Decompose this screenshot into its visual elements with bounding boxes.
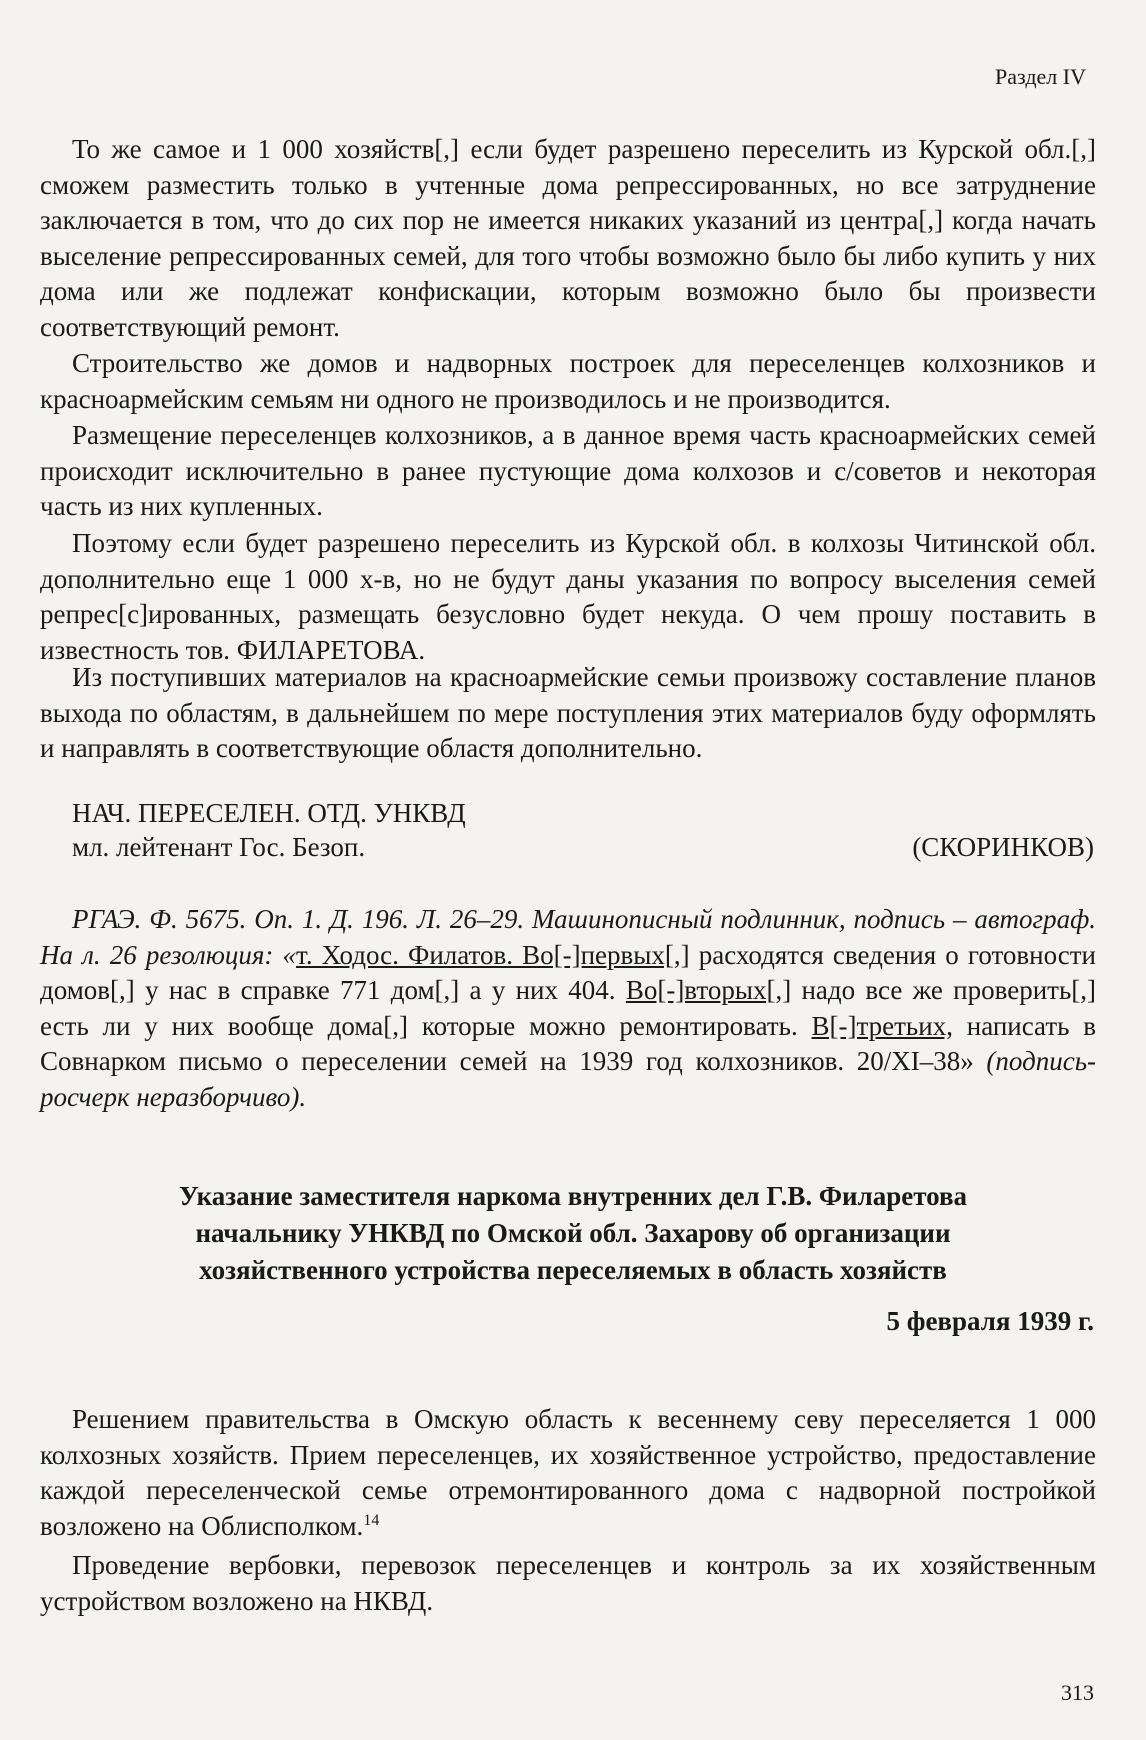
paragraph-2: Строительство же домов и надворных построек для переселенцев колхозников и красноармейским семьям ни одного не производилось и не производится. bbox=[40, 348, 1096, 414]
title-line-3: хозяйственного устройства переселяемых в область хозяйств bbox=[199, 1255, 947, 1285]
page-number: 313 bbox=[1061, 1680, 1094, 1705]
title-line-2: начальнику УНКВД по Омской обл. Захарову об организации bbox=[195, 1218, 951, 1248]
paragraph-6-text: Решением правительства в Омскую область к весеннему севу переселяется 1 000 колхозных хозяйств. Прием переселенцев, их хозяйственное устройство, предоставление каждой переселенческой семье отремонтированного дома с надворной постройкой возложено на Облисполком. bbox=[40, 1404, 1096, 1541]
paragraph-6 bbox=[40, 1402, 1096, 1544]
resolution-part-f: написать в Совнарком письмо о переселении семей на 1939 год колхозников. 20/XI–38» bbox=[40, 1010, 1096, 1076]
section-header: Раздел IV bbox=[995, 64, 1086, 89]
paragraph-7: Проведение вербовки, перевозок переселенцев и контроль за их хозяйственным устройством возложено на НКВД. bbox=[40, 1550, 1096, 1616]
resolution-part-a: т. Ходос. Филатов. Во[-]первых[,] bbox=[296, 939, 690, 970]
title-line-1: Указание заместителя наркома внутренних дел Г.В. Филаретова bbox=[178, 1181, 968, 1211]
signature-rank: мл. лейтенант Гос. Безоп. bbox=[72, 832, 366, 862]
resolution-part-b: расходятся сведения о готовности домов[,] у нас в справке 771 дом[,] а у них 404. bbox=[40, 939, 1097, 1005]
signature-position: НАЧ. ПЕРЕСЕЛЕН. ОТД. УНКВД bbox=[72, 798, 466, 828]
paragraph-1: То же самое и 1 000 хозяйств[,] если будет разрешено переселить из Курской обл.[,] сможем разместить только в учтенные дома репрессированных, но все затруднение заключается в том, что до сих пор не имеется никаких указаний из центра[,] когда начать выселение репрессированных семей, для того чтобы возможно было бы либо купить у них дома или же подлежат конфискации, которым возможно было бы произвести соответствующий ремонт. bbox=[40, 134, 1096, 342]
paragraph-4: Поэтому если будет разрешено переселить из Курской обл. в колхозы Читинской обл. дополнительно еще 1 000 х-в, но не будут даны указания по вопросу выселения семей репрес[с]ированных, размещать безусловно будет некуда. О чем прошу поставить в известность тов. ФИЛАРЕТОВА. bbox=[40, 528, 1096, 665]
source-reference: РГАЭ. Ф. 5675. Оп. 1. Д. 196. Л. 26–29. Машинописный подлинник, подпись – автограф. На л. 26 резолюция: « bbox=[40, 904, 1096, 970]
paragraph-5: Из поступивших материалов на красноармейские семьи произвожу составление планов выхода по областям, в дальнейшем по мере поступления этих материалов буду оформлять и направлять в соответствующие областя дополнительно. bbox=[40, 662, 1096, 763]
signature-note: (подпись-росчерк неразборчиво). bbox=[40, 1046, 1096, 1112]
document-date: 5 февраля 1939 г. bbox=[886, 1306, 1094, 1336]
resolution-part-e: В[-]третьих, bbox=[811, 1010, 953, 1041]
signature-name: (СКОРИНКОВ) bbox=[912, 832, 1094, 862]
resolution-part-d: надо все же проверить[,] есть ли у них вообще дома[,] которые можно ремонтировать. bbox=[40, 975, 1096, 1041]
paragraph-3: Размещение переселенцев колхозников, а в данное время часть красноармейских семей происходит исключительно в ранее пустующие дома колхозов и с/советов и некоторая часть из них купленных. bbox=[40, 420, 1096, 521]
document-title bbox=[40, 1178, 1106, 1289]
resolution-part-c: Во[-]вторых[,] bbox=[625, 975, 792, 1005]
footnote-ref: 14 bbox=[363, 1511, 380, 1529]
archival-source-note bbox=[40, 902, 1096, 1115]
